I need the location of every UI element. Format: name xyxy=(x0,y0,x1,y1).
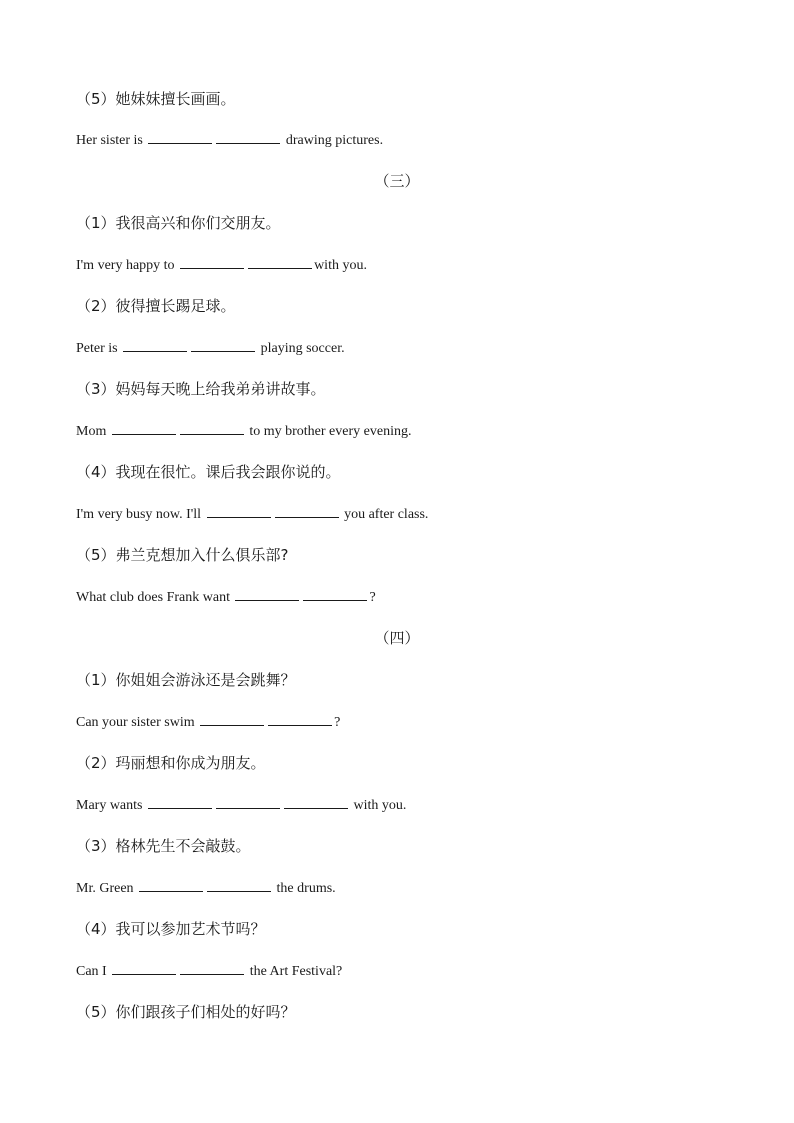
question-cn-3-5: （5）弗兰克想加入什么俱乐部? xyxy=(76,546,289,564)
blank[interactable] xyxy=(275,505,339,518)
answer-line-3-3: Mom to my brother every evening. xyxy=(76,424,412,439)
question-cn-3-3: （3）妈妈每天晚上给我弟弟讲故事。 xyxy=(76,380,326,398)
section-heading-4: （四） xyxy=(374,629,420,647)
blank[interactable] xyxy=(216,131,280,144)
question-cn-3-2: （2）彼得擅长踢足球。 xyxy=(76,297,236,315)
question-cn-4-4: （4）我可以参加艺术节吗？ xyxy=(76,920,266,938)
answer-line-3-4: I'm very busy now. I'll you after class. xyxy=(76,507,429,522)
blank[interactable] xyxy=(207,879,271,892)
blank[interactable] xyxy=(235,588,299,601)
blank[interactable] xyxy=(200,713,264,726)
blank[interactable] xyxy=(112,962,176,975)
blank[interactable] xyxy=(207,505,271,518)
answer-line-4-4: Can I the Art Festival? xyxy=(76,964,343,979)
question-cn-3-4: （4）我现在很忙。课后我会跟你说的。 xyxy=(76,463,341,481)
blank[interactable] xyxy=(123,339,187,352)
blank[interactable] xyxy=(180,256,244,269)
blank[interactable] xyxy=(112,422,176,435)
section-heading-3: （三） xyxy=(374,172,420,190)
question-cn-4-3: （3）格林先生不会敲鼓。 xyxy=(76,837,251,855)
answer-line-4-1: Can your sister swim ? xyxy=(76,715,341,730)
blank[interactable] xyxy=(148,796,212,809)
blank[interactable] xyxy=(268,713,332,726)
blank[interactable] xyxy=(180,962,244,975)
question-cn-5a: （5）她妹妹擅长画画。 xyxy=(76,90,236,108)
answer-line-3-1: I'm very happy to with you. xyxy=(76,258,367,273)
blank[interactable] xyxy=(284,796,348,809)
answer-line-4-2: Mary wants with you. xyxy=(76,798,407,813)
question-cn-4-2: （2）玛丽想和你成为朋友。 xyxy=(76,754,266,772)
question-cn-4-1: （1）你姐姐会游泳还是会跳舞？ xyxy=(76,671,296,689)
question-cn-4-5: （5）你们跟孩子们相处的好吗？ xyxy=(76,1003,296,1021)
blank[interactable] xyxy=(180,422,244,435)
blank[interactable] xyxy=(139,879,203,892)
blank[interactable] xyxy=(248,256,312,269)
answer-line-4-3: Mr. Green the drums. xyxy=(76,881,336,896)
blank[interactable] xyxy=(303,588,367,601)
blank[interactable] xyxy=(191,339,255,352)
answer-line-5a: Her sister is drawing pictures. xyxy=(76,133,384,148)
question-cn-3-1: （1）我很高兴和你们交朋友。 xyxy=(76,214,281,232)
blank[interactable] xyxy=(216,796,280,809)
answer-line-3-2: Peter is playing soccer. xyxy=(76,341,345,356)
blank[interactable] xyxy=(148,131,212,144)
answer-line-3-5: What club does Frank want ? xyxy=(76,590,376,605)
